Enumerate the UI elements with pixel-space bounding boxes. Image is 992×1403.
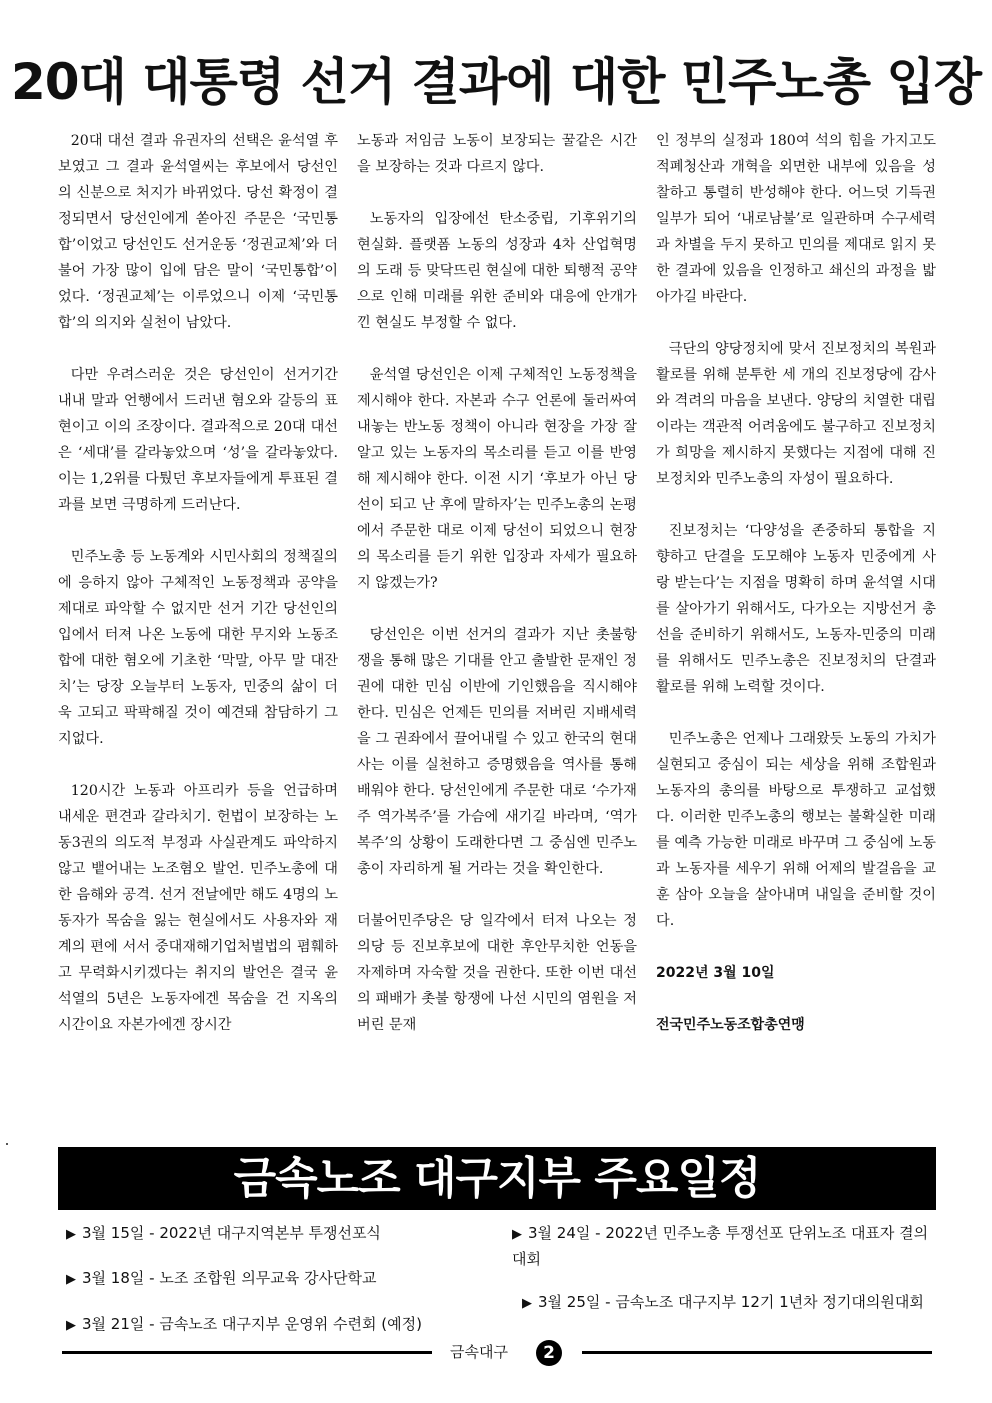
article-column-2 (357, 128, 637, 1064)
statement-signature: 전국민주노동조합총연맹 (656, 1017, 805, 1033)
paragraph: 당선인은 이번 선거의 결과가 지난 촛불항쟁을 통해 많은 기대를 안고 출발한 문재인 정권에 대한 민심 이반에 기인했음을 직시해야 한다. 민심은 언제든 민의를 저버린 지배세력을 그 권좌에서 끌어내릴 수 있고 한국의 현대사는 이를 실천하고 증명했음을 역사를 통해 배워야 한다. 당선인에게 주문한 대로 ‘수가재주 역가복주’를 가슴에 새기길 바라며, ‘역가복주’의 상황이 도래한다면 그 중심엔 민주노총이 자리하게 될 거라는 것을 확인한다. (357, 627, 637, 877)
schedule-banner: 금속노조 대구지부 주요일정 (58, 1147, 936, 1210)
paragraph: 인 정부의 실정과 180여 석의 힘을 가지고도 적폐청산과 개혁을 외면한 내부에 있음을 성찰하고 통렬히 반성해야 한다. 어느덧 기득권 일부가 되어 ‘내로남불’로 일관하며 수구세력과 차별을 두지 못하고 민의를 제대로 읽지 못한 결과에 있음을 인정하고 쇄신의 과정을 밟아가길 바란다. (656, 133, 936, 305)
stray-dot (6, 1143, 8, 1145)
paragraph: 120시간 노동과 아프리카 등을 언급하며 내세운 편견과 갈라치기. 헌법이 보장하는 노동3권의 의도적 부정과 사실관계도 파악하지 않고 뱉어내는 노조혐오 발언. 민주노총에 대한 음해와 공격. 선거 전날에만 해도 4명의 노동자가 목숨을 잃는 현실에서도 사용자와 재계의 편에 서서 중대재해기업처벌법의 폄훼하고 무력화시키겠다는 취지의 발언은 결국 윤석열의 5년은 노동자에겐 목숨을 건 지옥의 시간이요 자본가에겐 장시간 (58, 783, 338, 1033)
bullet-triangle-icon: ▶ (66, 1272, 76, 1287)
schedule-item (512, 1221, 938, 1271)
paragraph: 윤석열 당선인은 이제 구체적인 노동정책을 제시해야 한다. 자본과 수구 언론에 둘러싸여 내놓는 반노동 정책이 아니라 현장을 가장 잘 알고 있는 노동자의 목소리를 듣고 이를 반영해 제시해야 한다. 이전 시기 ‘후보가 아닌 당선이 되고 난 후에 말하자’는 민주노총의 논평에서 주문한 대로 이제 당선이 되었으니 현장의 목소리를 듣기 위한 입장과 자세가 필요하지 않겠는가? (357, 367, 637, 591)
paragraph: 더불어민주당은 당 일각에서 터져 나오는 정의당 등 진보후보에 대한 후안무치한 언동을 자제하며 자숙할 것을 권한다. 또한 이번 대선의 패배가 촛불 항쟁에 나선 시민의 염원을 저버린 문재 (357, 913, 637, 1033)
schedule-item (522, 1290, 938, 1316)
schedule-item-text: 3월 18일 - 노조 조합원 의무교육 강사단학교 (82, 1269, 377, 1287)
page-title: 20대 대통령 선거 결과에 대한 민주노총 입장 (10, 53, 982, 111)
paragraph: 민주노총 등 노동계와 시민사회의 정책질의에 응하지 않아 구체적인 노동정책과 공약을 제대로 파악할 수 없지만 선거 기간 당선인의 입에서 터져 나온 노동에 대한 무지와 노동조합에 대한 혐오에 기초한 ‘막말, 아무 말 대잔치’는 당장 오늘부터 노동자, 민중의 삶이 더욱 고되고 팍팍해질 것이 예견돼 참담하기 그지없다. (58, 549, 338, 747)
paragraph: 민주노총은 언제나 그래왔듯 노동의 가치가 실현되고 중심이 되는 세상을 위해 조합원과 노동자의 총의를 바탕으로 투쟁하고 교섭했다. 이러한 민주노총의 행보는 불확실한 미래를 예측 가능한 미래로 바꾸며 그 중심에 노동과 노동자를 세우기 위해 어제의 발걸음을 교훈 삼아 오늘을 살아내며 내일을 준비할 것이다. (656, 731, 936, 929)
article-column-1 (58, 128, 338, 1064)
bullet-triangle-icon: ▶ (512, 1227, 522, 1242)
paragraph: 20대 대선 결과 유권자의 선택은 윤석열 후보였고 그 결과 윤석열씨는 후보에서 당선인의 신분으로 처지가 바뀌었다. 당선 확정이 결정되면서 당선인에게 쏟아진 주문은 ‘국민통합’이었고 당선인도 선거운동 ‘정권교체’와 더불어 가장 많이 입에 담은 말이 ‘국민통합’이었다. ‘정권교체’는 이루었으니 이제 ‘국민통합’의 의지와 실천이 남았다. (58, 133, 338, 331)
schedule-item-text: 3월 21일 - 금속노조 대구지부 운영위 수련회 (예정) (82, 1315, 422, 1333)
paragraph: 노동과 저임금 노동이 보장되는 꿀같은 시간을 보장하는 것과 다르지 않다. (357, 133, 637, 175)
paragraph: 노동자의 입장에선 탄소중립, 기후위기의 현실화. 플랫폼 노동의 성장과 4차 산업혁명의 도래 등 맞닥뜨린 현실에 대한 퇴행적 공약으로 인해 미래를 위한 준비와 대응에 안개가 낀 현실도 부정할 수 없다. (357, 211, 637, 331)
bullet-triangle-icon: ▶ (66, 1318, 76, 1333)
schedule-item-text: 3월 25일 - 금속노조 대구지부 12기 1년차 정기대의원대회 (538, 1293, 924, 1311)
schedule-item (66, 1312, 486, 1338)
paragraph: 다만 우려스러운 것은 당선인이 선거기간 내내 말과 언행에서 드러낸 혐오와 갈등의 표현이고 이의 조장이다. 결과적으로 20대 대선은 ‘세대’를 갈라놓았으며 ‘성’을 갈라놓았다. 이는 1,2위를 다퉜던 후보자들에게 투표된 결과를 보면 극명하게 드러난다. (58, 367, 338, 513)
footer-publication: 금속대구 (450, 1343, 508, 1361)
footer-rule-right (582, 1351, 932, 1354)
paragraph: 극단의 양당정치에 맞서 진보정치의 복원과 활로를 위해 분투한 세 개의 진보정당에 감사와 격려의 마음을 보낸다. 양당의 치열한 대립이라는 객관적 어려움에도 불구하고 진보정치가 희망을 제시하지 못했다는 지점에 대해 진보정치와 민주노총의 자성이 필요하다. (656, 341, 936, 487)
footer-rule-left (62, 1351, 432, 1354)
schedule-item (66, 1221, 486, 1247)
article-column-3 (656, 128, 936, 1064)
bullet-triangle-icon: ▶ (66, 1227, 76, 1242)
statement-date: 2022년 3월 10일 (656, 965, 775, 981)
schedule-item (66, 1266, 486, 1292)
schedule-item-text: 3월 15일 - 2022년 대구지역본부 투쟁선포식 (82, 1224, 381, 1242)
schedule-item-text: 3월 24일 - 2022년 민주노총 투쟁선포 단위노조 대표자 결의대회 (512, 1224, 929, 1268)
paragraph: 진보정치는 ‘다양성을 존중하되 통합을 지향하고 단결을 도모해야 노동자 민중에게 사랑 받는다’는 지점을 명확히 하며 윤석열 시대를 살아가기 위해서도, 다가오는 지방선거 총선을 준비하기 위해서도, 노동자-민중의 미래를 위해서도 민주노총은 진보정치의 단결과 활로를 위해 노력할 것이다. (656, 523, 936, 695)
bullet-triangle-icon: ▶ (522, 1296, 532, 1311)
page-number: 2 (536, 1340, 562, 1366)
